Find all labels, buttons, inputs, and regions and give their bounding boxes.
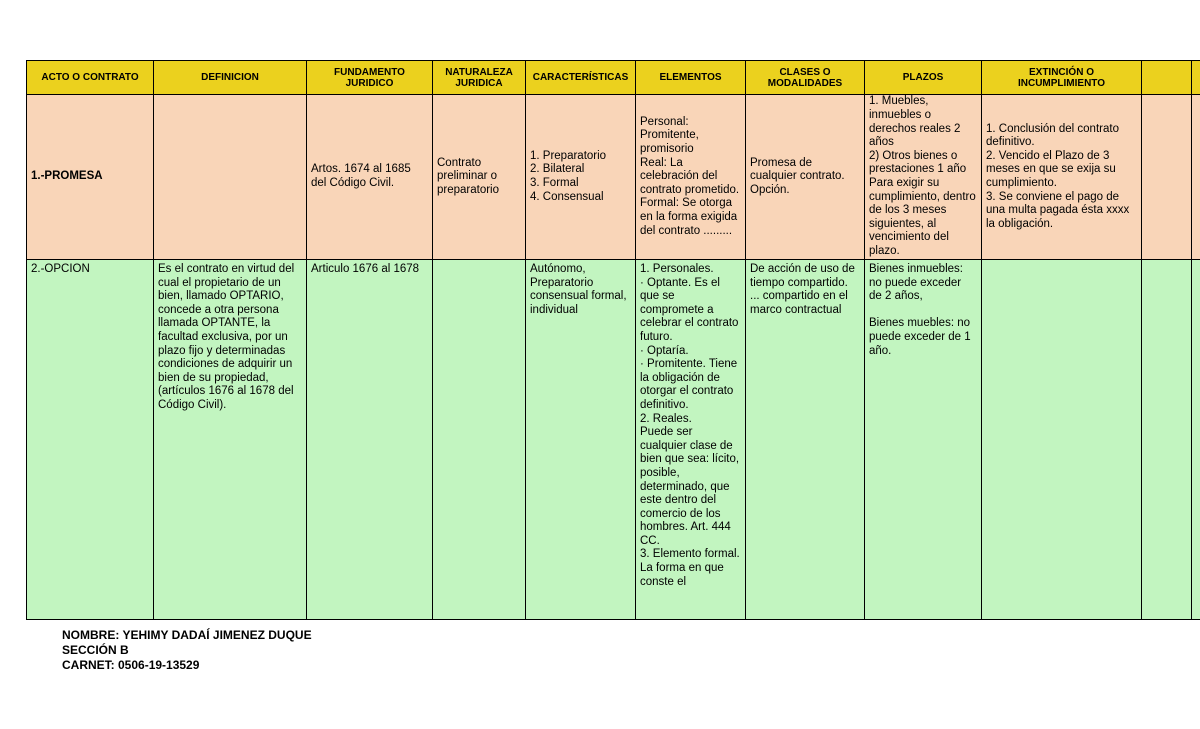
cell-elementos: Personal: Promitente, promisorio Real: La celebración del contrato prometido. Formal: Se otorga en la forma exigida del contrato ......... — [636, 95, 746, 260]
student-section: SECCIÓN B — [62, 643, 129, 657]
header-acto: ACTO O CONTRATO — [27, 61, 154, 95]
cell-caracteristicas: Autónomo, Preparatorio consensual formal, individual — [526, 260, 636, 620]
header-caracteristicas: CARACTERÍSTICAS — [526, 61, 636, 95]
cell-naturaleza — [433, 260, 526, 620]
cell-fundamento: Artos. 1674 al 1685 del Código Civil. — [307, 95, 433, 260]
header-fundamento: FUNDAMENTO JURIDICO — [307, 61, 433, 95]
table-row — [27, 260, 1200, 620]
cell-naturaleza: Contrato preliminar o preparatorio — [433, 95, 526, 260]
cell-extra-2 — [1192, 95, 1200, 260]
cell-extra — [1142, 95, 1192, 260]
cell-acto: 1.-PROMESA — [27, 95, 154, 260]
header-clases: CLASES O MODALIDADES — [746, 61, 865, 95]
header-extincion: EXTINCIÓN O INCUMPLIMIENTO — [982, 61, 1142, 95]
header-row — [27, 61, 1200, 95]
cell-extincion: 1. Conclusión del contrato definitivo. 2. Vencido el Plazo de 3 meses en que se exija su cumplimiento. 3. Se conviene el pago de una multa pagada ésta xxxx la obligación. — [982, 95, 1142, 260]
header-elementos: ELEMENTOS — [636, 61, 746, 95]
cell-clases: De acción de uso de tiempo compartido. ... compartido en el marco contractual — [746, 260, 865, 620]
cell-definicion: Es el contrato en virtud del cual el propietario de un bien, llamado OPTARIO, concede a otra persona llamada OPTANTE, la facultad exclusiva, por un plazo fijo y determinadas condiciones de adquirir un bien de su propiedad, (artículos 1676 al 1678 del Código Civil). — [154, 260, 307, 620]
contracts-table — [26, 60, 1200, 620]
header-naturaleza: NATURALEZA JURIDICA — [433, 61, 526, 95]
cell-acto: 2.-OPCION — [27, 260, 154, 620]
cell-extra — [1142, 260, 1192, 620]
cell-plazos: Bienes inmuebles: no puede exceder de 2 años, Bienes muebles: no puede exceder de 1 año. — [865, 260, 982, 620]
student-name: NOMBRE: YEHIMY DADAÍ JIMENEZ DUQUE — [62, 628, 312, 642]
student-carnet: CARNET: 0506-19-13529 — [62, 658, 200, 672]
header-extra — [1142, 61, 1192, 95]
cell-plazos: 1. Muebles, inmuebles o derechos reales 2 años 2) Otros bienes o prestaciones 1 año Para exigir su cumplimiento, dentro de los 3 meses siguientes, al vencimiento del plazo. — [865, 95, 982, 260]
cell-extincion — [982, 260, 1142, 620]
header-definicion: DEFINICION — [154, 61, 307, 95]
cell-elementos: 1. Personales. · Optante. Es el que se compromete a celebrar el contrato futuro. · Optaría. · Promitente. Tiene la obligación de otorgar el contrato definitivo. 2. Reales. Puede ser cualquier clase de bien que sea: lícito, posible, determinado, que este dentro del comercio de los hombres. Art. 444 CC. 3. Elemento formal. La forma en que conste el — [636, 260, 746, 620]
header-extra-2 — [1192, 61, 1200, 95]
cell-caracteristicas: 1. Preparatorio 2. Bilateral 3. Formal 4. Consensual — [526, 95, 636, 260]
cell-definicion — [154, 95, 307, 260]
table-row — [27, 95, 1200, 260]
student-info — [62, 628, 312, 673]
cell-clases: Promesa de cualquier contrato. Opción. — [746, 95, 865, 260]
header-plazos: PLAZOS — [865, 61, 982, 95]
cell-fundamento: Articulo 1676 al 1678 — [307, 260, 433, 620]
cell-extra-2 — [1192, 260, 1200, 620]
